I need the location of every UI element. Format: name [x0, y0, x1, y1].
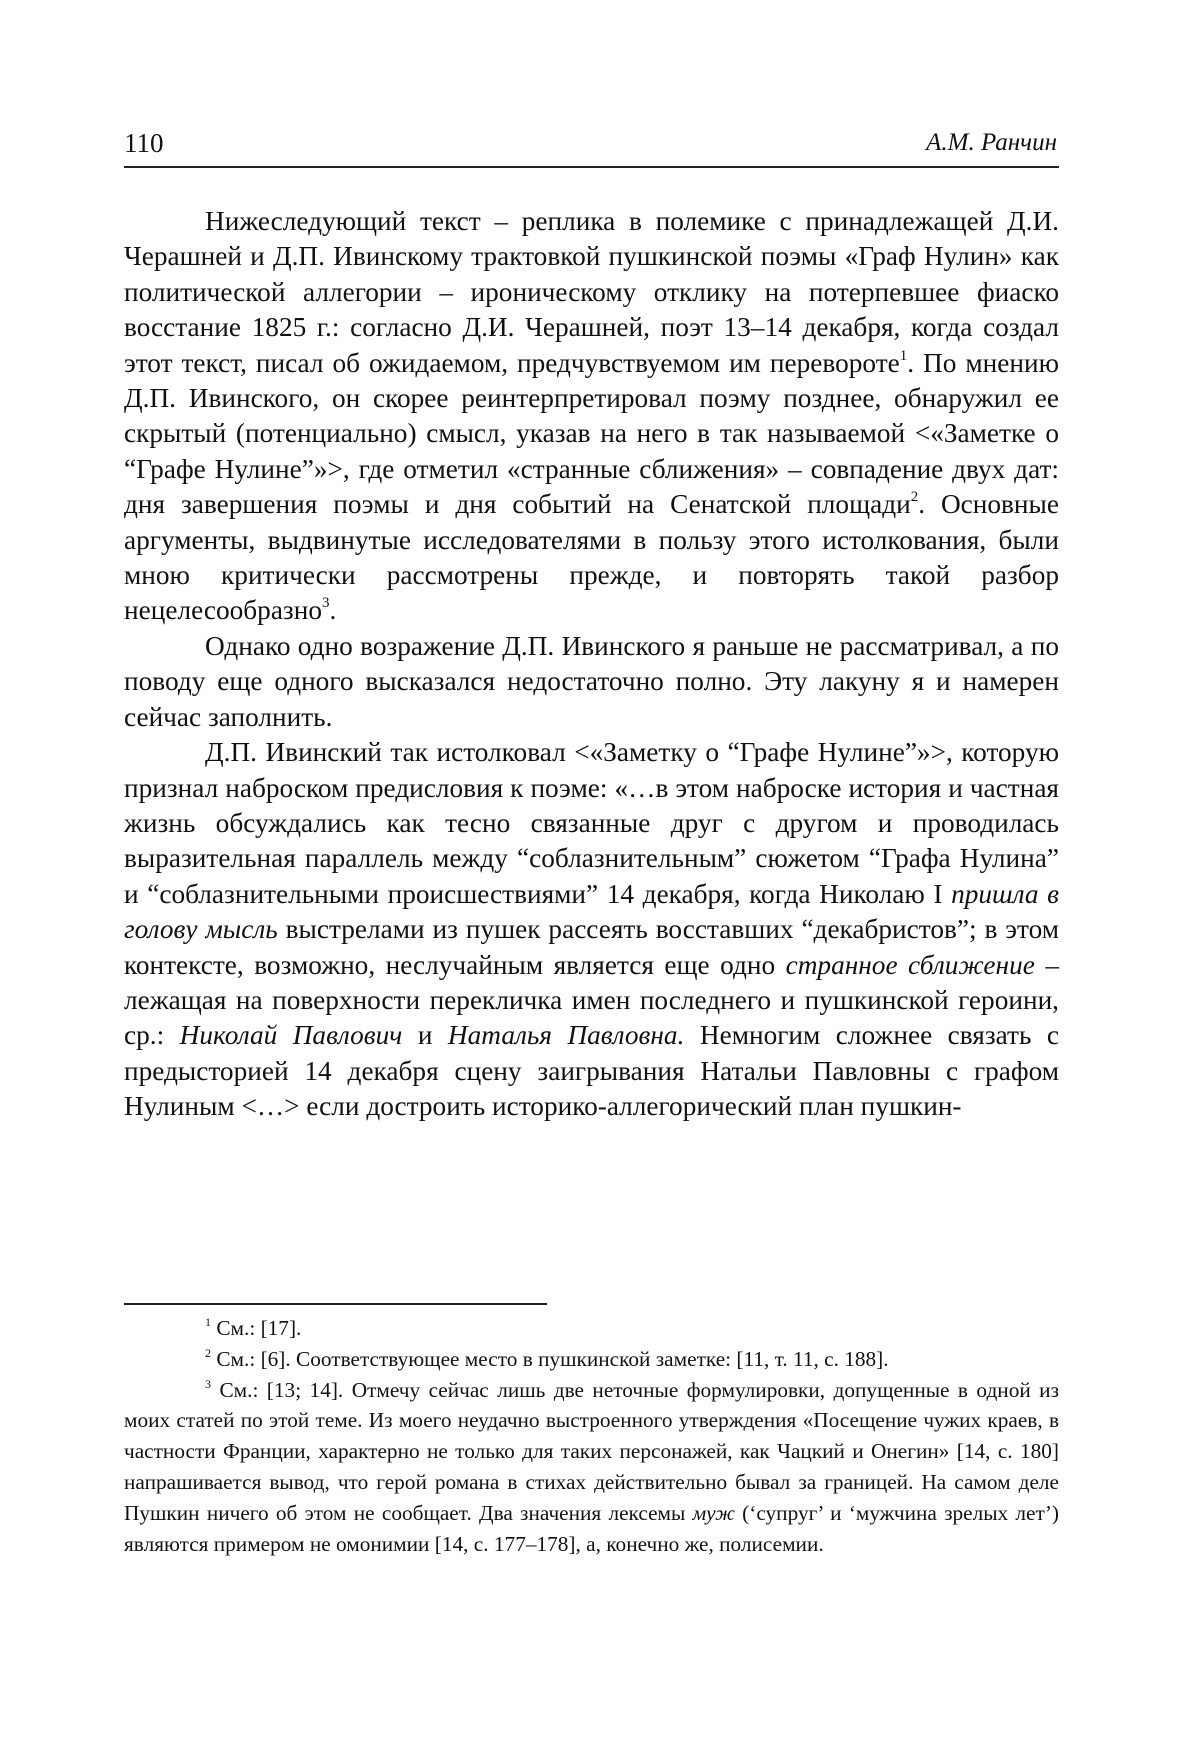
footnote-1	[124, 1313, 1059, 1344]
main-text	[124, 204, 1059, 1125]
footnote-3	[124, 1375, 1059, 1560]
italic-phrase: пришла в голову мысль	[124, 878, 1060, 945]
italic-phrase: странное сближение	[785, 949, 1035, 980]
footnotes	[124, 1313, 1059, 1559]
footnote-text: См.: [17].	[211, 1316, 302, 1340]
footnote-divider	[124, 1303, 547, 1305]
paragraph-text: . По мнению Д.П. Ивинского, он скорее реинтерпретировал поэму позднее, обнаружил ее скрытый (потенциально) смысл, указав на него в так называемой <«Заметке о “Графе Нулине”»>, где отметил «странные сближения» – совпадение двух дат: дня завершения поэмы и дня событий на Сенатской площади	[124, 347, 1059, 520]
paragraph-text: Д.П. Ивинский так истолковал <«Заметку о “Графе Нулине”»>, которую признал наброском предисловия к поэме: «…в этом наброске история и частная жизнь обсуждались как тесно связанные друг с другом и проводилась выразительная параллель между “соблазнительным” сюжетом “Графа Нулина” и “соблазнительными происшествиями” 14 декабря, когда Николаю I	[124, 737, 1059, 909]
footnote-ref-2: 2	[910, 489, 919, 506]
paragraph-3	[124, 735, 1059, 1124]
paragraph-2: Однако одно возражение Д.П. Ивинского я раньше не рассматривал, а по поводу еще одного высказался недостаточно полно. Эту лакуну я и намерен сейчас заполнить.	[124, 630, 1059, 732]
footnote-number: 2	[205, 1345, 211, 1360]
paragraph-text: . Основные аргументы, выдвинутые исследователями в пользу этого истолкования, были мною критически рассмотрены прежде, и повторять такой разбор нецелесообразно	[124, 489, 1059, 626]
paragraph-text: .	[329, 595, 337, 626]
paragraph-text: Немногим сложнее связать с предысторией 14 декабря сцену заигрывания Натальи Павловны с графом Нулиным <…> если достроить историко-аллегорический план пушкин-	[124, 1020, 1060, 1122]
footnote-text: См.: [13; 14]. Отмечу сейчас лишь две неточные формулировки, допущенные в одной из моих статей по этой теме. Из моего неудачно выстроенного утверждения «Посещение чужих краев, в частности Франции, характерно не только для таких персонажей, как Чацкий и Онегин» [14, с. 180] напрашивается вывод, что герой романа в стихах действительно бывал за границей. На самом деле Пушкин ничего об этом не сообщает. Два значения лексемы	[124, 1377, 1059, 1525]
italic-phrase: Наталья Павловна.	[447, 1020, 685, 1051]
paragraph-text: – лежащая на поверхности перекличка имен последнего и пушкинской героини, ср.:	[124, 949, 1059, 1051]
footnote-text: См.: [6]. Соответствующее место в пушкинской заметке: [11, т. 11, с. 188].	[211, 1346, 889, 1371]
paragraph-1	[124, 204, 1059, 629]
footnote-number: 1	[205, 1314, 211, 1329]
footnote-ref-1: 1	[899, 347, 908, 364]
footnote-2	[124, 1344, 1059, 1375]
italic-phrase: муж	[692, 1500, 735, 1525]
footnote-number: 3	[205, 1376, 211, 1391]
paragraph-text: Нижеследующий текст – реплика в полемике с принадлежащей Д.И. Черашней и Д.П. Ивинскому трактовкой пушкинской поэмы «Граф Нулин» как политической аллегории – ироническому отклику на потерпевшее фиаско восстание 1825 г.: согласно Д.И. Черашней, поэт 13–14 декабря, когда создал этот текст, писал об ожидаемом, предчувствуемом им перевороте	[124, 206, 1059, 378]
paragraph-text: и	[402, 1020, 448, 1051]
paragraph-text: выстрелами из пушек рассеять восставших “декабристов”; в этом контексте, возможно, неслучайным является еще одно	[124, 914, 1059, 980]
footnote-text: (‘супруг’ и ‘мужчина зрелых лет’) являются примером не омонимии [14, с. 177–178], а, конечно же, полисемии.	[124, 1500, 1060, 1556]
footnote-ref-3: 3	[321, 595, 330, 612]
italic-phrase: Николай Павлович	[179, 1020, 403, 1051]
page-number: 110	[124, 128, 164, 158]
page-header	[124, 126, 1059, 168]
running-head-author: А.М. Ранчин	[926, 129, 1057, 156]
